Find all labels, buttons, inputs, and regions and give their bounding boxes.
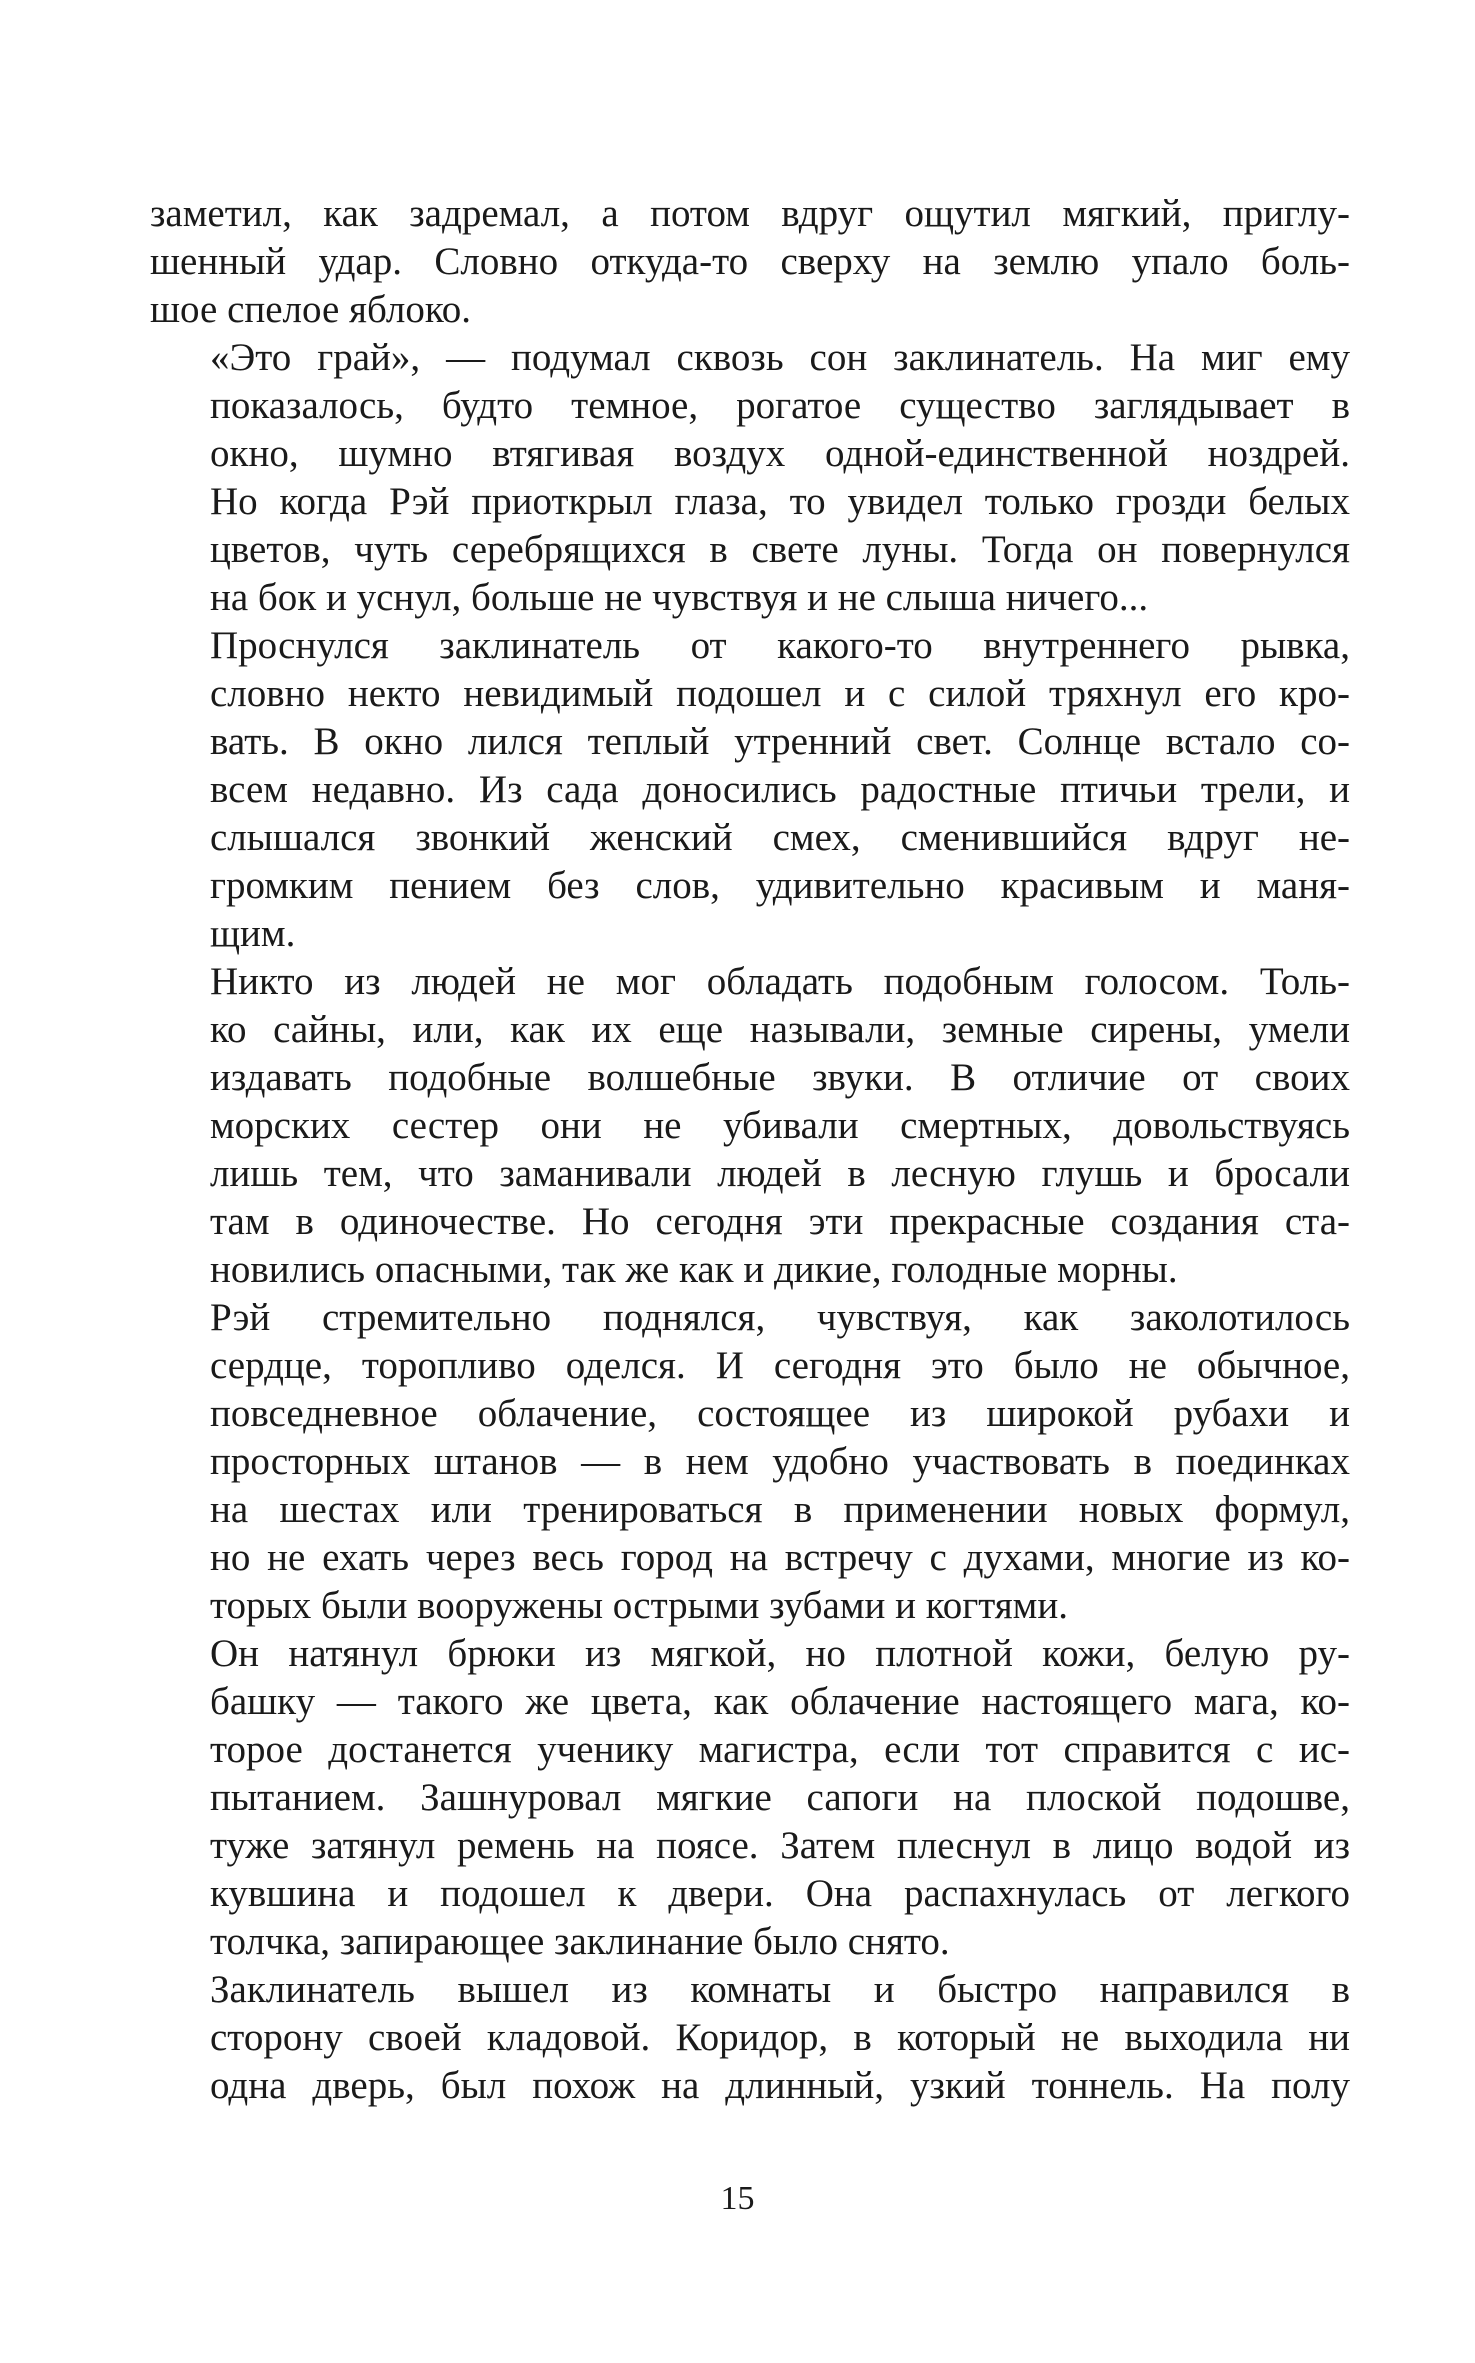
text-line: одна дверь, был похож на длинный, узкий тоннель. На полу [210,2064,1350,2107]
text-line: толчка, запирающее заклинание было снято. [210,1920,950,1963]
text-line: торое достанется ученику магистра, если тот справится с ис- [210,1728,1350,1771]
paragraph [150,1630,1350,1966]
text-line: слышался звонкий женский смех, сменившийся вдруг не- [210,816,1350,859]
text-line: Заклинатель вышел из комнаты и быстро направился в [210,1968,1350,2011]
paragraph [150,622,1350,958]
text-line: просторных штанов — в нем удобно участвовать в поединках [210,1440,1350,1483]
text-line: Он натянул брюки из мягкой, но плотной кожи, белую ру- [210,1632,1350,1675]
paragraph [150,334,1350,622]
text-line: издавать подобные волшебные звуки. В отличие от своих [210,1056,1350,1099]
text-line: словно некто невидимый подошел и с силой тряхнул его кро- [210,672,1350,715]
text-line: туже затянул ремень на поясе. Затем плеснул в лицо водой из [210,1824,1350,1867]
text-line: всем недавно. Из сада доносились радостные птичьи трели, и [210,768,1350,811]
text-line: новились опасными, так же как и дикие, голодные морны. [210,1248,1178,1291]
text-line: Проснулся заклинатель от какого-то внутреннего рывка, [210,624,1350,667]
text-line: на бок и уснул, больше не чувствуя и не слыша ничего... [210,576,1149,619]
text-line: шенный удар. Словно откуда-то сверху на землю упало боль- [150,240,1350,283]
text-line: морских сестер они не убивали смертных, довольствуясь [210,1104,1350,1147]
text-line: торых были вооружены острыми зубами и когтями. [210,1584,1068,1627]
text-line: громким пением без слов, удивительно красивым и маня- [210,864,1350,907]
text-line: башку — такого же цвета, как облачение настоящего мага, ко- [210,1680,1350,1723]
text-line: сердце, торопливо оделся. И сегодня это было не обычное, [210,1344,1350,1387]
text-line: Никто из людей не мог обладать подобным голосом. Толь- [210,960,1350,1003]
paragraph [150,1294,1350,1630]
text-line: цветов, чуть серебрящихся в свете луны. Тогда он повернулся [210,528,1350,571]
text-line: щим. [210,912,296,955]
text-line: Но когда Рэй приоткрыл глаза, то увидел только грозди белых [210,480,1350,523]
text-line: показалось, будто темное, рогатое существо заглядывает в [210,384,1350,427]
page-number: 15 [720,2180,755,2217]
text-line: окно, шумно втягивая воздух одной-единственной ноздрей. [210,432,1350,475]
text-line: Рэй стремительно поднялся, чувствуя, как заколотилось [210,1296,1350,1339]
text-line: заметил, как задремал, а потом вдруг ощутил мягкий, приглу- [150,192,1350,235]
text-line: кувшина и подошел к двери. Она распахнулась от легкого [210,1872,1350,1915]
text-line: сторону своей кладовой. Коридор, в который не выходила ни [210,2016,1350,2059]
text-line: шое спелое яблоко. [150,288,472,331]
text-line: «Это грай», — подумал сквозь сон заклинатель. На миг ему [210,336,1350,379]
paragraph [150,190,1350,334]
text-line: но не ехать через весь город на встречу с духами, многие из ко- [210,1536,1350,1579]
text-line: лишь тем, что заманивали людей в лесную глушь и бросали [210,1152,1350,1195]
text-line: вать. В окно лился теплый утренний свет. Солнце встало со- [210,720,1350,763]
text-line: ко сайны, или, как их еще называли, земные сирены, умели [210,1008,1350,1051]
text-line: там в одиночестве. Но сегодня эти прекрасные создания ста- [210,1200,1350,1243]
text-line: на шестах или тренироваться в применении новых формул, [210,1488,1350,1531]
paragraph [150,1966,1350,2110]
text-line: повседневное облачение, состоящее из широкой рубахи и [210,1392,1350,1435]
page-body [150,190,1350,2110]
text-line: пытанием. Зашнуровал мягкие сапоги на плоской подошве, [210,1776,1350,1819]
paragraph [150,958,1350,1294]
